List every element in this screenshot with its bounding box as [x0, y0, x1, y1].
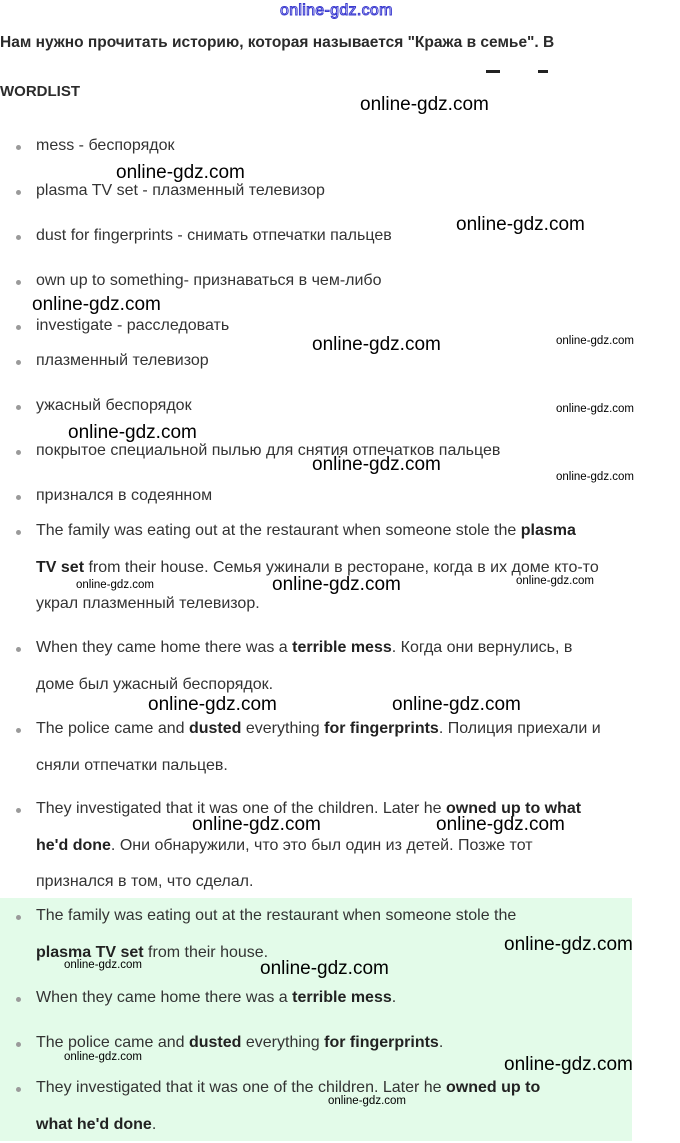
watermark: online-gdz.com: [116, 162, 245, 183]
site-watermark-top: online-gdz.com: [280, 2, 393, 19]
list-item-text: investigate - расследовать: [36, 317, 230, 334]
watermark: online-gdz.com: [516, 575, 594, 587]
list-item-text: The family was eating out at the restaurant when someone stole the plasma TV set from their house. Семья ужинали в ресторане, когда в их доме кто-то украл плазменный телевизор.: [36, 522, 599, 612]
list-item-text: The family was eating out at the restaurant when someone stole the plasma TV set from their house.: [36, 907, 517, 961]
watermark: online-gdz.com: [260, 958, 389, 979]
watermark: online-gdz.com: [76, 579, 154, 591]
list-item-text: плазменный телевизор: [36, 352, 209, 369]
list-item-text: They investigated that it was one of the children. Later he owned up to what he'd done. Они обнаружили, что это был один из детей. Позже тот признался в том, что сделал.: [36, 800, 582, 890]
watermark: online-gdz.com: [148, 694, 277, 715]
list-item-text: own up to something- признаваться в чем-либо: [36, 272, 382, 289]
watermark: online-gdz.com: [32, 294, 161, 315]
list-item-text: They investigated that it was one of the children. Later he owned up to what he'd done.: [36, 1079, 541, 1133]
list-item-text: покрытое специальной пылью для снятия отпечатков пальцев: [36, 442, 501, 459]
text-fragment: [538, 70, 548, 73]
watermark: online-gdz.com: [312, 334, 441, 355]
watermark: online-gdz.com: [392, 694, 521, 715]
wordlist-title: WORDLIST: [0, 83, 80, 100]
intro-text: Нам нужно прочитать историю, которая называется "Кража в семье". В: [0, 34, 555, 51]
list-item-text: mess - беспорядок: [36, 137, 175, 154]
watermark: online-gdz.com: [312, 454, 441, 475]
list-item-text: plasma TV set - плазменный телевизор: [36, 182, 325, 199]
watermark: online-gdz.com: [64, 959, 142, 971]
watermark: online-gdz.com: [556, 335, 634, 347]
watermark: online-gdz.com: [64, 1051, 142, 1063]
list-item-text: The police came and dusted everything for fingerprints.: [36, 1034, 444, 1051]
list-item-text: ужасный беспорядок: [36, 397, 192, 414]
list-item-text: dust for fingerprints - снимать отпечатки пальцев: [36, 227, 392, 244]
list-item-text: признался в содеянном: [36, 487, 213, 504]
watermark: online-gdz.com: [68, 422, 197, 443]
watermark: online-gdz.com: [504, 1054, 633, 1075]
watermark: online-gdz.com: [504, 934, 633, 955]
list-item-text: When they came home there was a terrible mess. Когда они вернулись, в доме был ужасный беспорядок.: [36, 639, 573, 693]
watermark: online-gdz.com: [192, 814, 321, 835]
list-item-text: The police came and dusted everything for fingerprints. Полиция приехали и сняли отпечатки пальцев.: [36, 720, 601, 774]
text-fragment: [486, 70, 500, 73]
watermark: online-gdz.com: [328, 1095, 406, 1107]
watermark: online-gdz.com: [360, 94, 489, 115]
watermark: online-gdz.com: [556, 471, 634, 483]
watermark: online-gdz.com: [456, 214, 585, 235]
watermark: online-gdz.com: [272, 574, 401, 595]
watermark: online-gdz.com: [556, 403, 634, 415]
watermark: online-gdz.com: [436, 814, 565, 835]
list-item-text: When they came home there was a terrible mess.: [36, 989, 397, 1006]
